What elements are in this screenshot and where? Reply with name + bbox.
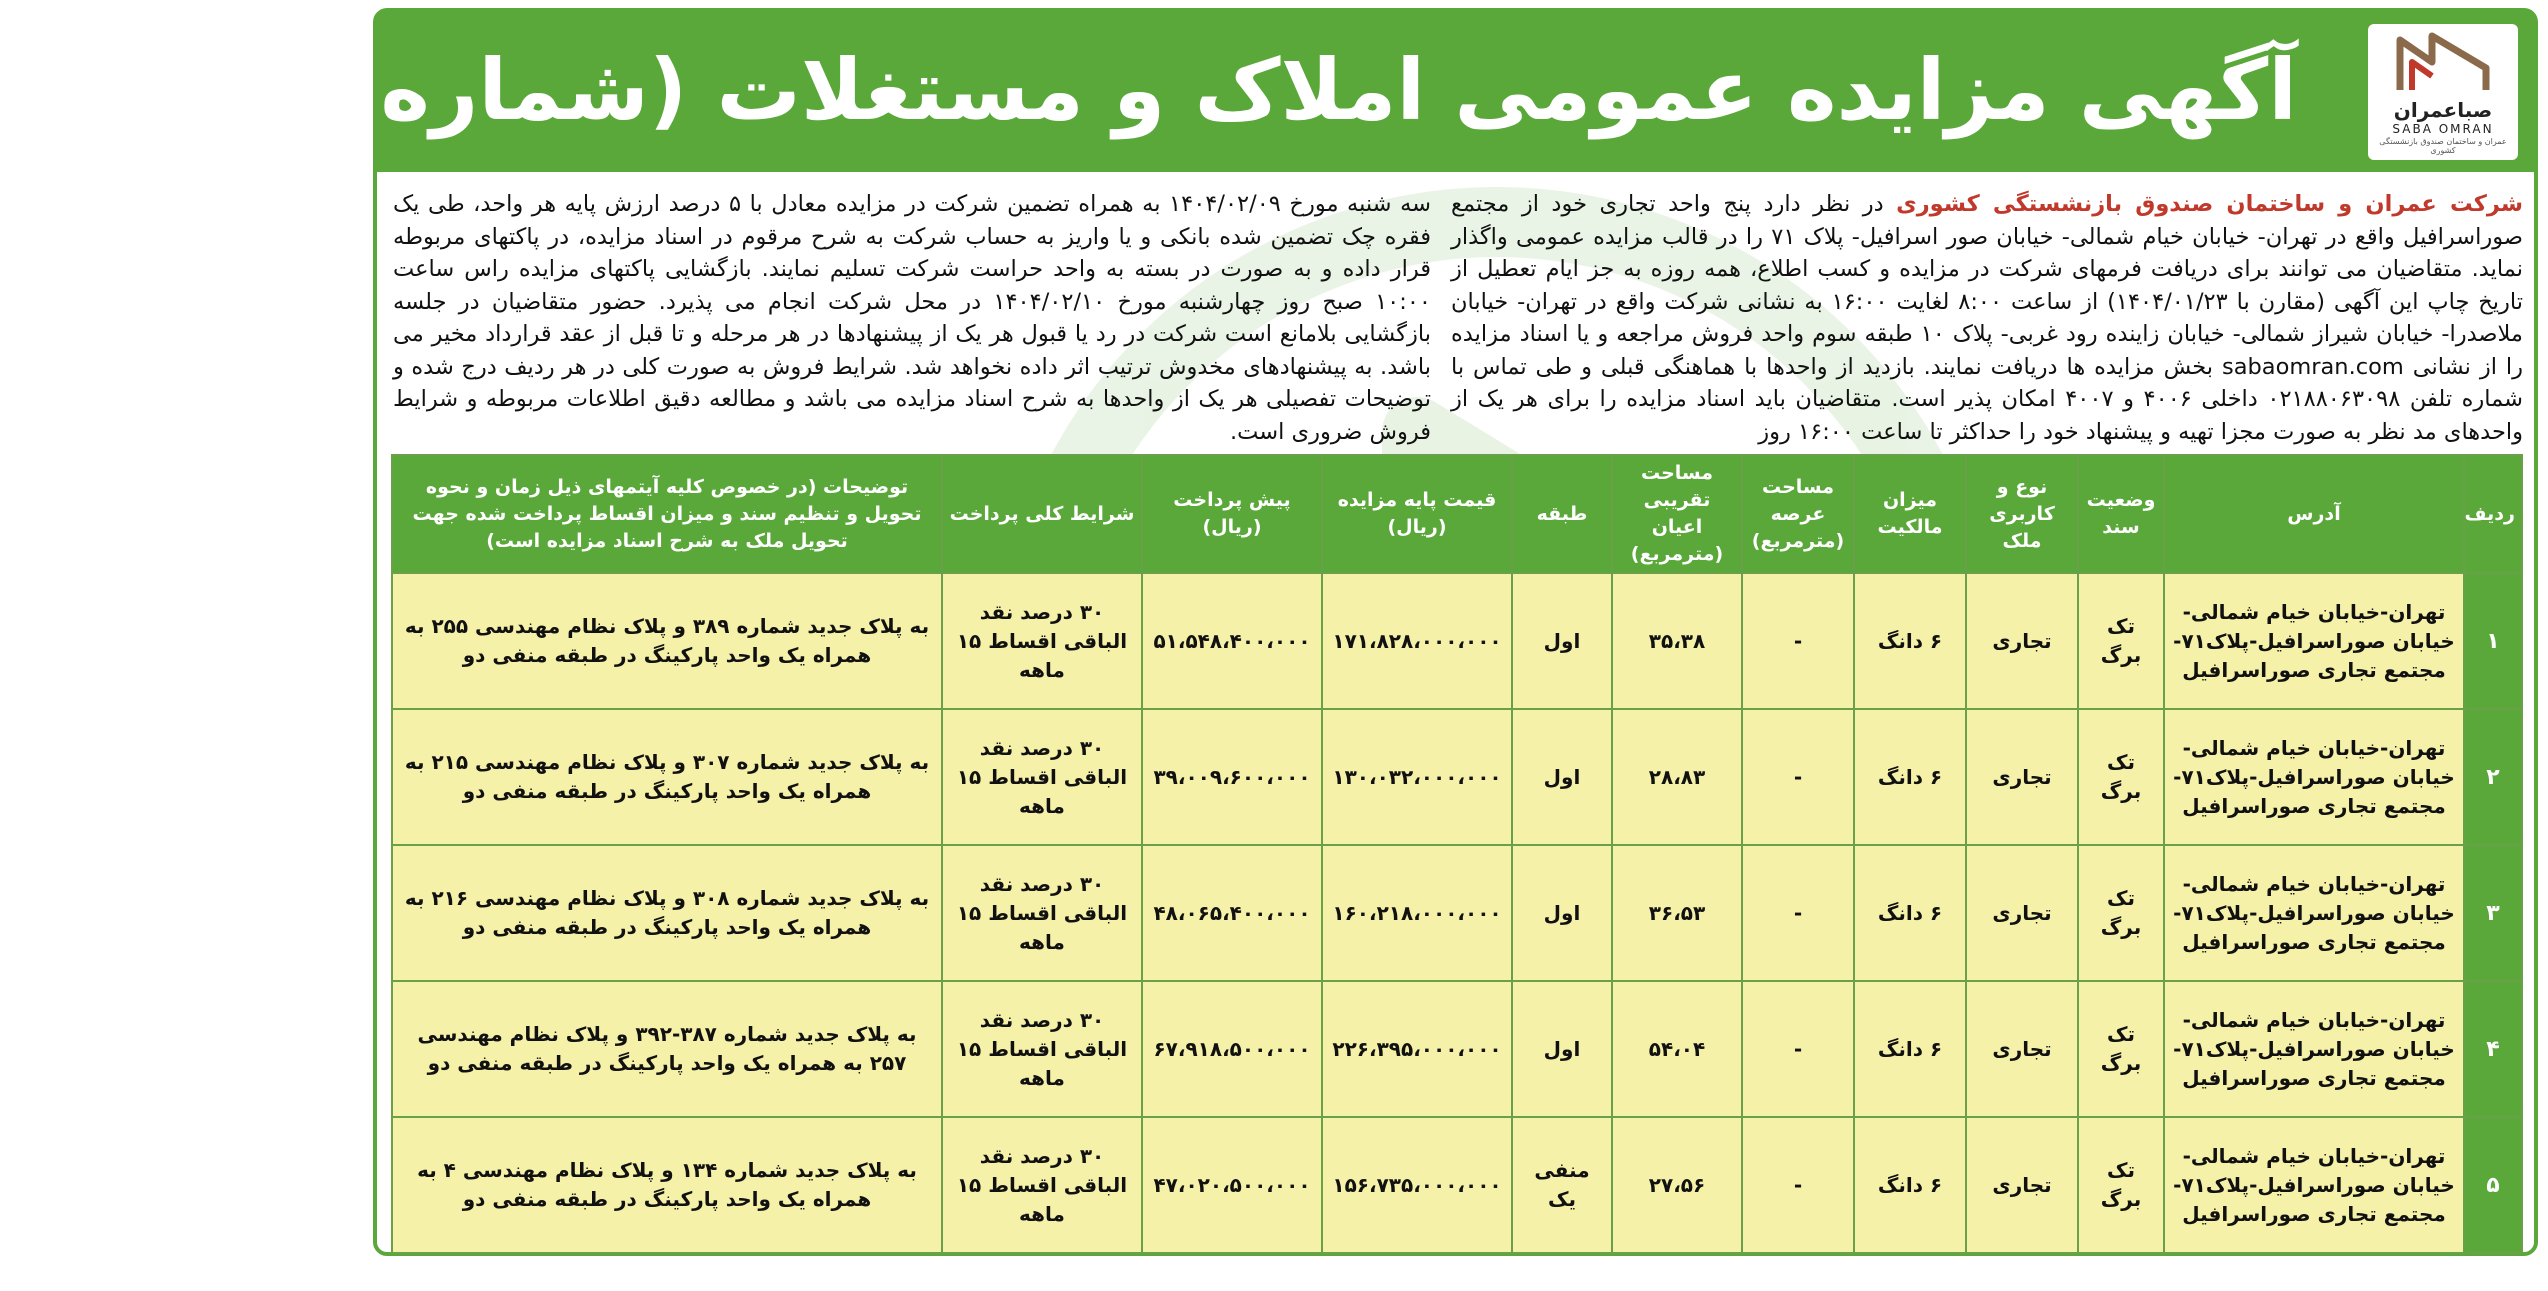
intro-text	[393, 188, 2523, 448]
cell-land-area: -	[1742, 709, 1854, 845]
cell-row-number: ۱	[2464, 573, 2522, 709]
cell-notes: به پلاک جدید شماره ۳۸۹ و پلاک نظام مهندسی ۲۵۵ به همراه یک واحد پارکینگ در طبقه منفی دو	[392, 573, 942, 709]
cell-land-area: -	[1742, 573, 1854, 709]
cell-floor: اول	[1512, 981, 1612, 1117]
cell-prepayment: ۶۷،۹۱۸،۵۰۰،۰۰۰	[1142, 981, 1322, 1117]
table-row	[392, 845, 2522, 981]
header-notes: توضیحات (در خصوص کلیه آیتمهای ذیل زمان و نحوه تحویل و تنظیم سند و میزان اقساط پرداخت شده جهت تحویل ملک به شرح اسناد مزایده است)	[392, 455, 942, 573]
cell-land-area: -	[1742, 981, 1854, 1117]
units-table	[391, 454, 2523, 1254]
cell-usage: تجاری	[1966, 709, 2078, 845]
cell-usage: تجاری	[1966, 845, 2078, 981]
notice-frame	[0, 8, 2538, 1256]
cell-payment-terms: ۳۰ درصد نقد الباقی اقساط ۱۵ ماهه	[942, 845, 1142, 981]
cell-row-number: ۴	[2464, 981, 2522, 1117]
saba-omran-logo-icon	[2396, 32, 2490, 94]
cell-base-price: ۱۷۱،۸۲۸،۰۰۰،۰۰۰	[1322, 573, 1512, 709]
header-band	[0, 12, 2534, 172]
cell-deed-status: تک برگ	[2078, 1117, 2164, 1253]
cell-base-price: ۲۲۶،۳۹۵،۰۰۰،۰۰۰	[1322, 981, 1512, 1117]
cell-address: تهران-خیابان خیام شمالی- خیابان صوراسرافیل-پلاک۷۱- مجتمع تجاری صوراسرافیل	[2164, 573, 2464, 709]
intro-right-body: در نظر دارد پنج واحد تجاری خود از مجتمع صوراسرافیل واقع در تهران- خیابان خیام شمالی- خیابان صور اسرافیل- پلاک ۷۱ را در قالب مزایده عمومی واگذار نماید. متقاضیان می توانند برای دریافت فرمهای شرکت در مزایده و کسب اطلاع، همه روزه به جز ایام تعطیل از تاریخ چاپ این آگهی (مقارن با ۱۴۰۴/۰۱/۲۳) از ساعت ۸:۰۰ لغایت ۱۶:۰۰ به نشانی شرکت واقع در تهران- خیابان ملاصدرا- خیابان شیراز شمالی- خیابان زاینده رود غربی- پلاک ۱۰ طبقه سوم واحد فروش مراجعه و یا اسناد مزایده را از نشانی sabaomran.com بخش مزایده ها دریافت نمایند. بازدید از واحدها با هماهنگی قبلی و طی تماس با شماره تلفن ۰۲۱۸۸۰۶۳۰۹۸ داخلی ۴۰۰۶ و ۴۰۰۷ امکان پذیر است. متقاضیان باید اسناد مزایده را برای هر یک از واحدهای مد نظر به صورت مجزا تهیه و پیشنهاد خود را حداکثر تا ساعت ۱۶:۰۰ روز	[1451, 191, 2524, 445]
header-building-area: مساحت تقریبی اعیان (مترمربع)	[1612, 455, 1742, 573]
cell-building-area: ۳۶،۵۳	[1612, 845, 1742, 981]
logo-name-en: SABA OMRAN	[2392, 122, 2494, 136]
cell-usage: تجاری	[1966, 981, 2078, 1117]
cell-deed-status: تک برگ	[2078, 573, 2164, 709]
logo-name-fa: صباعمران	[2393, 98, 2493, 122]
cell-address: تهران-خیابان خیام شمالی- خیابان صوراسرافیل-پلاک۷۱- مجتمع تجاری صوراسرافیل	[2164, 981, 2464, 1117]
units-table-wrapper	[393, 454, 2523, 1252]
cell-building-area: ۵۴،۰۴	[1612, 981, 1742, 1117]
header-base-price: قیمت پایه مزایده (ریال)	[1322, 455, 1512, 573]
cell-payment-terms: ۳۰ درصد نقد الباقی اقساط ۱۵ ماهه	[942, 981, 1142, 1117]
cell-payment-terms: ۳۰ درصد نقد الباقی اقساط ۱۵ ماهه	[942, 1117, 1142, 1253]
header-ownership: میزان مالکیت	[1854, 455, 1966, 573]
header-row-number: ردیف	[2464, 455, 2522, 573]
header-prepayment: پیش پرداخت (ریال)	[1142, 455, 1322, 573]
table-row	[392, 709, 2522, 845]
cell-usage: تجاری	[1966, 573, 2078, 709]
cell-payment-terms: ۳۰ درصد نقد الباقی اقساط ۱۵ ماهه	[942, 573, 1142, 709]
cell-building-area: ۲۸،۸۳	[1612, 709, 1742, 845]
intro-column-right	[1451, 188, 2523, 448]
table-header	[392, 455, 2522, 573]
notice-title: آگهی مزایده عمومی املاک و مستغلات (شماره۱۰۱-۴۰۴)	[0, 41, 2297, 139]
cell-floor: منفی یک	[1512, 1117, 1612, 1253]
cell-prepayment: ۴۷،۰۲۰،۵۰۰،۰۰۰	[1142, 1117, 1322, 1253]
cell-ownership: ۶ دانگ	[1854, 1117, 1966, 1253]
table-body	[392, 573, 2522, 1253]
cell-floor: اول	[1512, 845, 1612, 981]
cell-ownership: ۶ دانگ	[1854, 845, 1966, 981]
cell-deed-status: تک برگ	[2078, 845, 2164, 981]
cell-address: تهران-خیابان خیام شمالی- خیابان صوراسرافیل-پلاک۷۱- مجتمع تجاری صوراسرافیل	[2164, 845, 2464, 981]
cell-land-area: -	[1742, 845, 1854, 981]
cell-row-number: ۵	[2464, 1117, 2522, 1253]
cell-prepayment: ۵۱،۵۴۸،۴۰۰،۰۰۰	[1142, 573, 1322, 709]
cell-row-number: ۳	[2464, 845, 2522, 981]
cell-notes: به پلاک جدید شماره ۳۸۷-۳۹۲ و پلاک نظام مهندسی ۲۵۷ به همراه یک واحد پارکینگ در طبقه منفی دو	[392, 981, 942, 1117]
company-logo	[2368, 24, 2518, 160]
cell-notes: به پلاک جدید شماره ۳۰۷ و پلاک نظام مهندسی ۲۱۵ به همراه یک واحد پارکینگ در طبقه منفی دو	[392, 709, 942, 845]
cell-base-price: ۱۶۰،۲۱۸،۰۰۰،۰۰۰	[1322, 845, 1512, 981]
cell-ownership: ۶ دانگ	[1854, 709, 1966, 845]
cell-deed-status: تک برگ	[2078, 709, 2164, 845]
company-name-highlight: شرکت عمران و ساختمان صندوق بازنشستگی کشوری	[1896, 191, 2523, 217]
table-row	[392, 573, 2522, 709]
cell-row-number: ۲	[2464, 709, 2522, 845]
header-payment-terms: شرایط کلی پرداخت	[942, 455, 1142, 573]
cell-building-area: ۳۵،۳۸	[1612, 573, 1742, 709]
cell-base-price: ۱۳۰،۰۳۲،۰۰۰،۰۰۰	[1322, 709, 1512, 845]
cell-prepayment: ۴۸،۰۶۵،۴۰۰،۰۰۰	[1142, 845, 1322, 981]
cell-floor: اول	[1512, 573, 1612, 709]
cell-usage: تجاری	[1966, 1117, 2078, 1253]
cell-base-price: ۱۵۶،۷۳۵،۰۰۰،۰۰۰	[1322, 1117, 1512, 1253]
table-row	[392, 1117, 2522, 1253]
cell-ownership: ۶ دانگ	[1854, 573, 1966, 709]
header-usage: نوع و کاربری ملک	[1966, 455, 2078, 573]
cell-land-area: -	[1742, 1117, 1854, 1253]
intro-column-left: سه شنبه مورخ ۱۴۰۴/۰۲/۰۹ به همراه تضمین شرکت در مزایده معادل با ۵ درصد ارزش پایه هر واحد، طی یک فقره چک تضمین شده بانکی و یا واریز به حساب شرکت به شرح مرقوم در اسناد مزایده، در پاکتهای مربوطه قرار داده و به صورت در بسته به واحد حراست شرکت تسلیم نمایند. بازگشایی پاکتهای مزایده راس ساعت ۱۰:۰۰ صبح روز چهارشنبه مورخ ۱۴۰۴/۰۲/۱۰ در محل شرکت انجام می پذیرد. حضور متقاضیان در جلسه بازگشایی بلامانع است شرکت در رد یا قبول هر یک از پیشنهادها در هر مرحله و تا قبل از عقد قرارداد مخیر می باشد. به پیشنهادهای مخدوش ترتیب اثر داده نخواهد شد. شرایط فروش به صورت کلی در هر ردیف درج شده و توضیحات تفصیلی هر یک از واحدها به شرح اسناد مزایده می باشد و مطالعه دقیق اطلاعات مربوطه و شرایط فروش ضروری است.	[393, 191, 1431, 445]
header-address: آدرس	[2164, 455, 2464, 573]
cell-address: تهران-خیابان خیام شمالی- خیابان صوراسرافیل-پلاک۷۱- مجتمع تجاری صوراسرافیل	[2164, 1117, 2464, 1253]
cell-address: تهران-خیابان خیام شمالی-خیابان صوراسرافیل-پلاک۷۱-مجتمع تجاری صوراسرافیل	[2164, 709, 2464, 845]
header-deed-status: وضعیت سند	[2078, 455, 2164, 573]
cell-notes: به پلاک جدید شماره ۳۰۸ و پلاک نظام مهندسی ۲۱۶ به همراه یک واحد پارکینگ در طبقه منفی دو	[392, 845, 942, 981]
header-land-area: مساحت عرصه (مترمربع)	[1742, 455, 1854, 573]
cell-building-area: ۲۷،۵۶	[1612, 1117, 1742, 1253]
cell-floor: اول	[1512, 709, 1612, 845]
cell-payment-terms: ۳۰ درصد نقد الباقی اقساط ۱۵ ماهه	[942, 709, 1142, 845]
cell-notes: به پلاک جدید شماره ۱۳۴ و پلاک نظام مهندسی ۴ به همراه یک واحد پارکینگ در طبقه منفی دو	[392, 1117, 942, 1253]
logo-subtitle: عمران و ساختمان صندوق بازنشستگی کشوری	[2379, 137, 2507, 155]
header-floor: طبقه	[1512, 455, 1612, 573]
cell-ownership: ۶ دانگ	[1854, 981, 1966, 1117]
table-row	[392, 981, 2522, 1117]
cell-deed-status: تک برگ	[2078, 981, 2164, 1117]
cell-prepayment: ۳۹،۰۰۹،۶۰۰،۰۰۰	[1142, 709, 1322, 845]
